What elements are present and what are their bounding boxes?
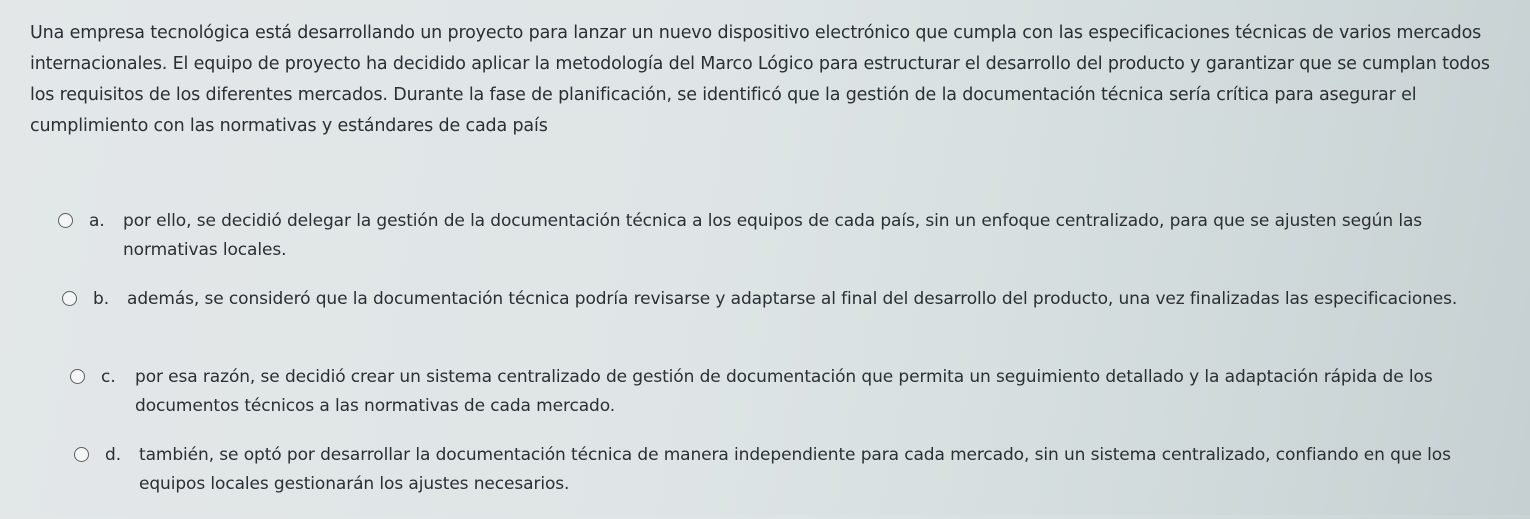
option-d[interactable] <box>74 441 1498 519</box>
answer-options <box>58 207 1498 519</box>
option-text-a: por ello, se decidió delegar la gestión de la documentación técnica a los equipos de cada país, sin un enfoque centralizado, para que se ajusten según las normativas locales. <box>123 211 1423 260</box>
option-text-c: por esa razón, se decidió crear un sistema centralizado de gestión de documentación que permita un seguimiento detallado y la adaptación rápida de los documentos técnicos a las normativas de cada mercado. <box>135 367 1433 416</box>
option-text-b: además, se consideró que la documentación técnica podría revisarse y adaptarse al final del desarrollo del producto, una vez finalizadas las especificaciones. <box>127 289 1458 309</box>
option-a[interactable] <box>58 207 1498 285</box>
radio-button-d[interactable] <box>74 447 89 462</box>
radio-button-b[interactable] <box>62 291 77 306</box>
option-c[interactable] <box>70 363 1498 441</box>
option-text-d: también, se optó por desarrollar la documentación técnica de manera independiente para cada mercado, sin un sistema centralizado, confiando en que los equipos locales gestionarán los ajustes necesarios. <box>139 445 1451 494</box>
option-letter-a: a. <box>89 211 105 231</box>
question-stem <box>30 18 1500 142</box>
radio-button-a[interactable] <box>58 213 73 228</box>
option-b[interactable] <box>62 285 1498 363</box>
question-text: Una empresa tecnológica está desarrollando un proyecto para lanzar un nuevo dispositivo electrónico que cumpla con las especificaciones técnicas de varios mercados internacionales. El equipo de proyecto ha decidido aplicar la metodología del Marco Lógico para estructurar el desarrollo del producto y garantizar que se cumplan todos los requisitos de los diferentes mercados. Durante la fase de planificación, se identificó que la gestión de la documentación técnica sería crítica para asegurar el cumplimiento con las normativas y estándares de cada país <box>30 23 1490 136</box>
radio-button-c[interactable] <box>70 369 85 384</box>
option-letter-b: b. <box>93 289 110 309</box>
option-letter-c: c. <box>101 367 116 387</box>
option-letter-d: d. <box>105 445 122 465</box>
